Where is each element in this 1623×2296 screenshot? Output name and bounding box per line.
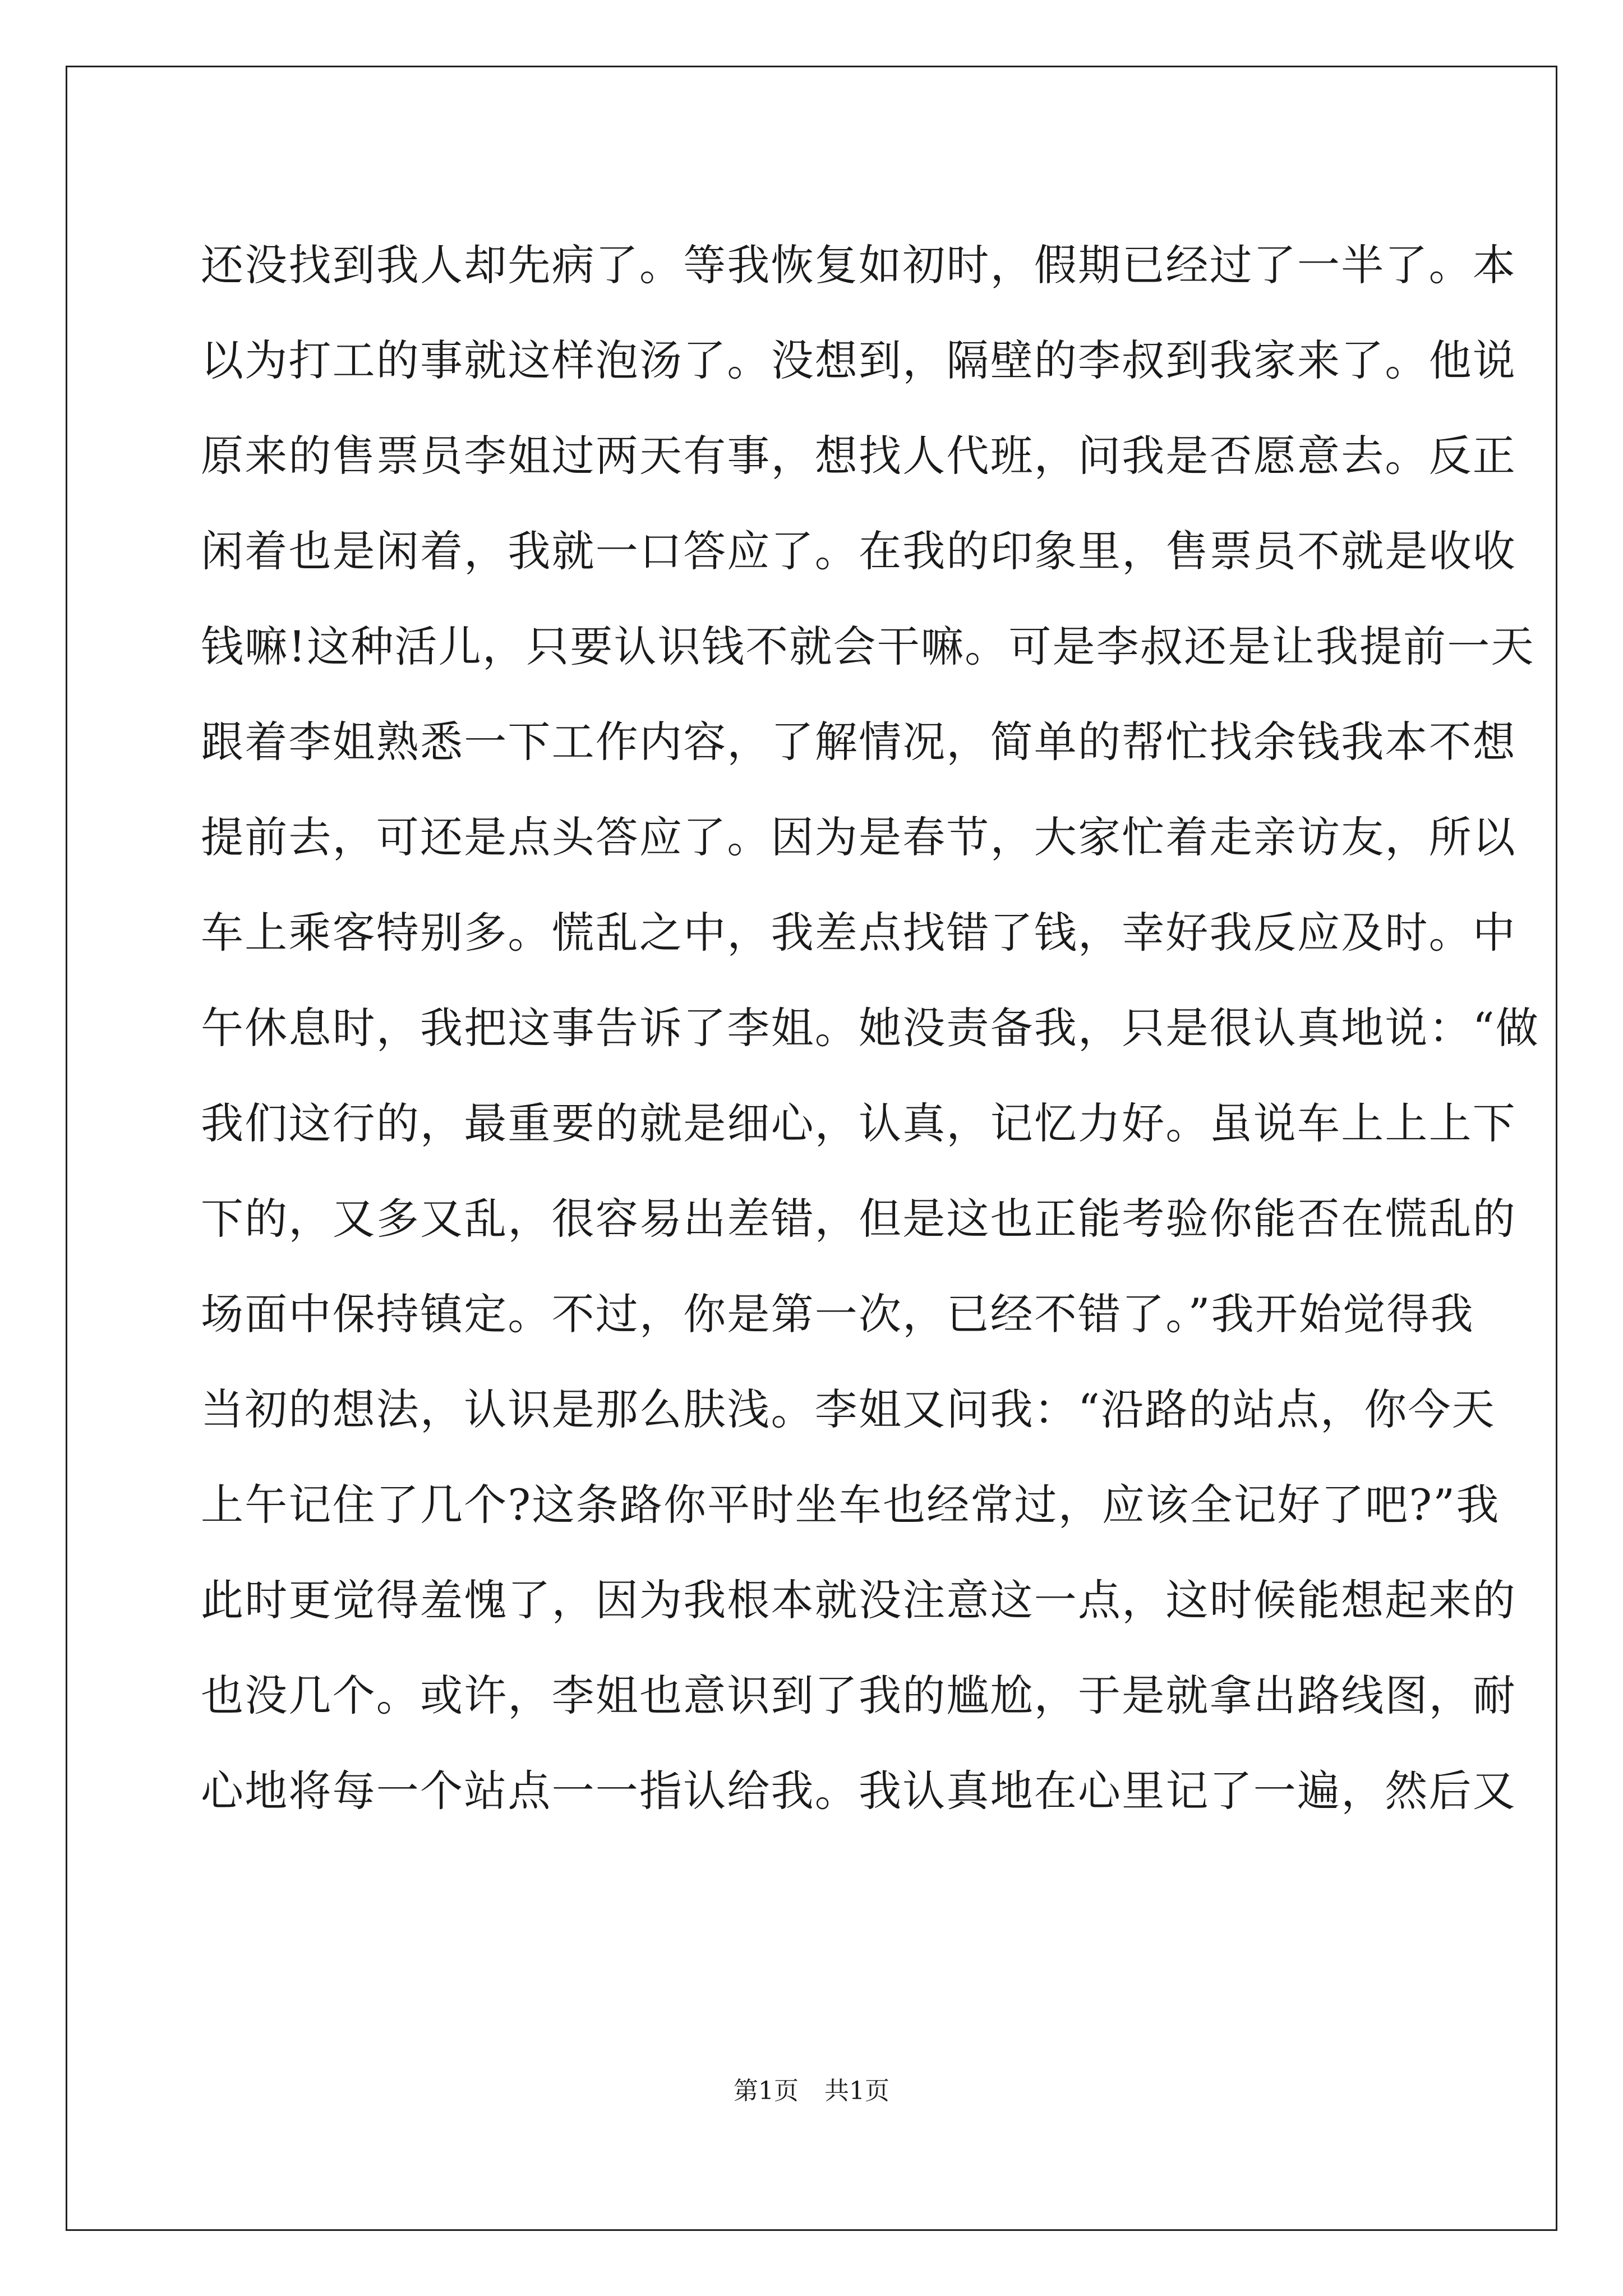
text-line: 以为打工的事就这样泡汤了。没想到，隔壁的李叔到我家来了。他说 [201, 335, 1516, 385]
text-line: 提前去，可还是点头答应了。因为是春节，大家忙着走亲访友，所以 [201, 812, 1516, 862]
text-line: 原来的售票员李姐过两天有事，想找人代班，问我是否愿意去。反正 [201, 431, 1516, 481]
text-line: 跟着李姐熟悉一下工作内容，了解情况，简单的帮忙找余钱我本不想 [201, 717, 1516, 767]
page-number: 第1页 [734, 2077, 799, 2105]
text-line: 午休息时，我把这事告诉了李姐。她没责备我，只是很认真地说：“做 [201, 1003, 1540, 1053]
text-line: 闲着也是闲着，我就一口答应了。在我的印象里，售票员不就是收收 [201, 526, 1516, 576]
text-line: 车上乘客特别多。慌乱之中，我差点找错了钱，幸好我反应及时。中 [201, 908, 1516, 958]
page-footer [0, 2074, 1623, 2108]
text-line: 还没找到我人却先病了。等我恢复如初时，假期已经过了一半了。本 [201, 240, 1516, 290]
text-line: 此时更觉得羞愧了，因为我根本就没注意这一点，这时候能想起来的 [201, 1575, 1516, 1625]
text-line: 钱嘛!这种活儿，只要认识钱不就会干嘛。可是李叔还是让我提前一天 [201, 622, 1535, 671]
text-line: 上午记住了几个?这条路你平时坐车也经常过，应该全记好了吧?”我 [201, 1480, 1500, 1530]
text-line: 也没几个。或许，李姐也意识到了我的尴尬，于是就拿出路线图，耐 [201, 1671, 1516, 1720]
text-line: 心地将每一个站点一一指认给我。我认真地在心里记了一遍，然后又 [201, 1766, 1516, 1816]
document-body [201, 218, 1540, 1839]
text-line: 场面中保持镇定。不过，你是第一次，已经不错了。”我开始觉得我 [201, 1289, 1474, 1339]
text-line: 下的，又多又乱，很容易出差错，但是这也正能考验你能否在慌乱的 [201, 1194, 1516, 1244]
text-line: 我们这行的，最重要的就是细心，认真，记忆力好。虽说车上上上下 [201, 1098, 1516, 1148]
total-pages: 共1页 [824, 2077, 889, 2105]
text-line: 当初的想法，认识是那么肤浅。李姐又问我：“沿路的站点，你今天 [201, 1384, 1496, 1434]
